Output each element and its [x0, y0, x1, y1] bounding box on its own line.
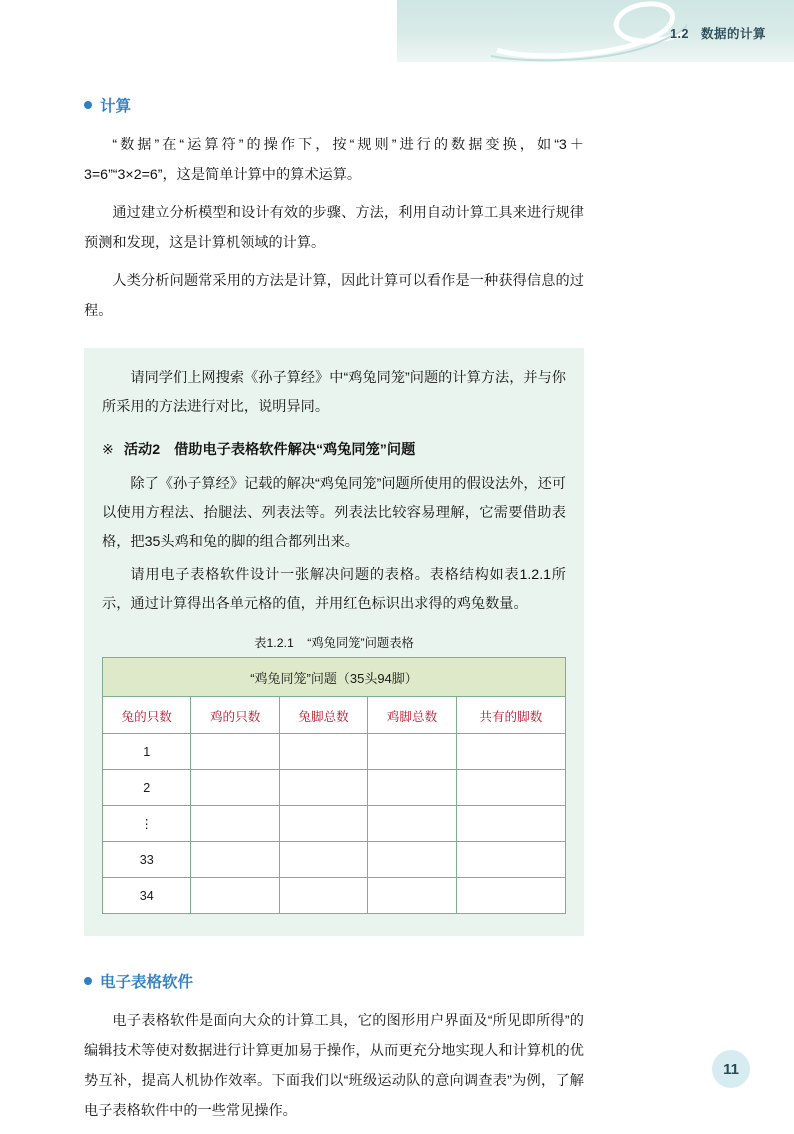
activity-number: 活动2: [123, 442, 161, 458]
activity-intro-paragraph: 请同学们上网搜索《孙子算经》中“鸡兔同笼”问题的计算方法，并与你所采用的方法进行对比，说明异同。: [102, 370, 566, 415]
paragraph: 人类分析问题常采用的方法是计算，因此计算可以看作是一种获得信息的过程。: [84, 273, 584, 319]
table-row: [103, 734, 566, 770]
paragraph: 通过建立分析模型和设计有效的步骤、方法，利用自动计算工具来进行规律预测和发现，这是计算机领域的计算。: [84, 205, 584, 251]
section-heading-label: 电子表格软件: [100, 974, 194, 991]
table-cell: [191, 770, 279, 806]
bullet-dot-icon: [84, 101, 92, 109]
table-cell: [191, 878, 279, 914]
running-head-title: 数据的计算: [700, 27, 766, 41]
section-heading-spreadsheet: [84, 970, 584, 992]
table-cell: [279, 878, 367, 914]
activity-title: [102, 436, 566, 464]
table-cell: 1: [103, 734, 191, 770]
table-cell: [191, 734, 279, 770]
table-cell: [456, 842, 565, 878]
running-head: [670, 24, 766, 42]
paragraph: 电子表格软件是面向大众的计算工具，它的图形用户界面及“所见即所得”的编辑技术等使对数据进行计算更加易于操作，从而更充分地实现人和计算机的优势互补，提高人机协作效率。下面我们以“班级运动队的意向调查表”为例，了解电子表格软件中的一些常见操作。: [84, 1013, 584, 1119]
table-column-header: 兔脚总数: [279, 697, 367, 734]
table-row: [103, 842, 566, 878]
section-spreadsheet-software: [84, 970, 584, 1126]
table-cell: [368, 806, 456, 842]
table-cell: [191, 806, 279, 842]
table-caption-number: 表1.2.1: [254, 636, 294, 650]
table-cell: [456, 770, 565, 806]
chicken-rabbit-table: [102, 657, 566, 914]
table-cell: 33: [103, 842, 191, 878]
table-column-header: 鸡脚总数: [368, 697, 456, 734]
table-cell: [191, 842, 279, 878]
table-column-header: 兔的只数: [103, 697, 191, 734]
section-heading-computation: [84, 94, 584, 116]
table-cell: [279, 806, 367, 842]
decorative-swirl-icon: [487, 0, 687, 62]
page-number: 11: [712, 1050, 750, 1088]
table-cell: [368, 734, 456, 770]
table-title-row: [103, 658, 566, 697]
table-column-header: 共有的脚数: [456, 697, 565, 734]
section-heading-label: 计算: [100, 98, 132, 115]
table-cell: 2: [103, 770, 191, 806]
table-cell: [456, 806, 565, 842]
table-row: [103, 806, 566, 842]
table-cell: [279, 734, 367, 770]
paragraph: 除了《孙子算经》记载的解决“鸡兔同笼”问题所使用的假设法外，还可以使用方程法、抬腿法、列表法等。列表法比较容易理解，它需要借助表格，把35头鸡和兔的脚的组合都列出来。: [102, 476, 566, 550]
table-cell: [368, 842, 456, 878]
activity-title-text: 借助电子表格软件解决“鸡兔同笼”问题: [174, 442, 416, 458]
table-column-header: 鸡的只数: [191, 697, 279, 734]
page-content: [84, 94, 584, 1134]
activity-mark-icon: ※: [102, 442, 114, 458]
table-header-row: [103, 697, 566, 734]
table-cell: [456, 878, 565, 914]
table-title-cell: “鸡兔同笼”问题（35头94脚）: [103, 658, 566, 697]
table-caption-text: “鸡兔同笼”问题表格: [307, 636, 414, 650]
table-cell: [456, 734, 565, 770]
table-cell: [279, 842, 367, 878]
table-caption: [102, 633, 566, 651]
paragraph: “数据”在“运算符”的操作下，按“规则”进行的数据变换，如“3＋3=6”“3×2=6”，这是简单计算中的算术运算。: [84, 137, 584, 183]
page-header-band: [397, 0, 794, 62]
running-head-number: 1.2: [670, 27, 689, 41]
table-cell: [368, 770, 456, 806]
table-row: [103, 770, 566, 806]
table-row: [103, 878, 566, 914]
paragraph: 请用电子表格软件设计一张解决问题的表格。表格结构如表1.2.1所示，通过计算得出各单元格的值，并用红色标识出求得的鸡兔数量。: [102, 567, 566, 612]
activity-box: [84, 348, 584, 936]
bullet-dot-icon: [84, 977, 92, 985]
table-cell: 34: [103, 878, 191, 914]
table-cell: [279, 770, 367, 806]
table-cell: [368, 878, 456, 914]
table-cell-ellipsis: ⋮: [103, 806, 191, 842]
